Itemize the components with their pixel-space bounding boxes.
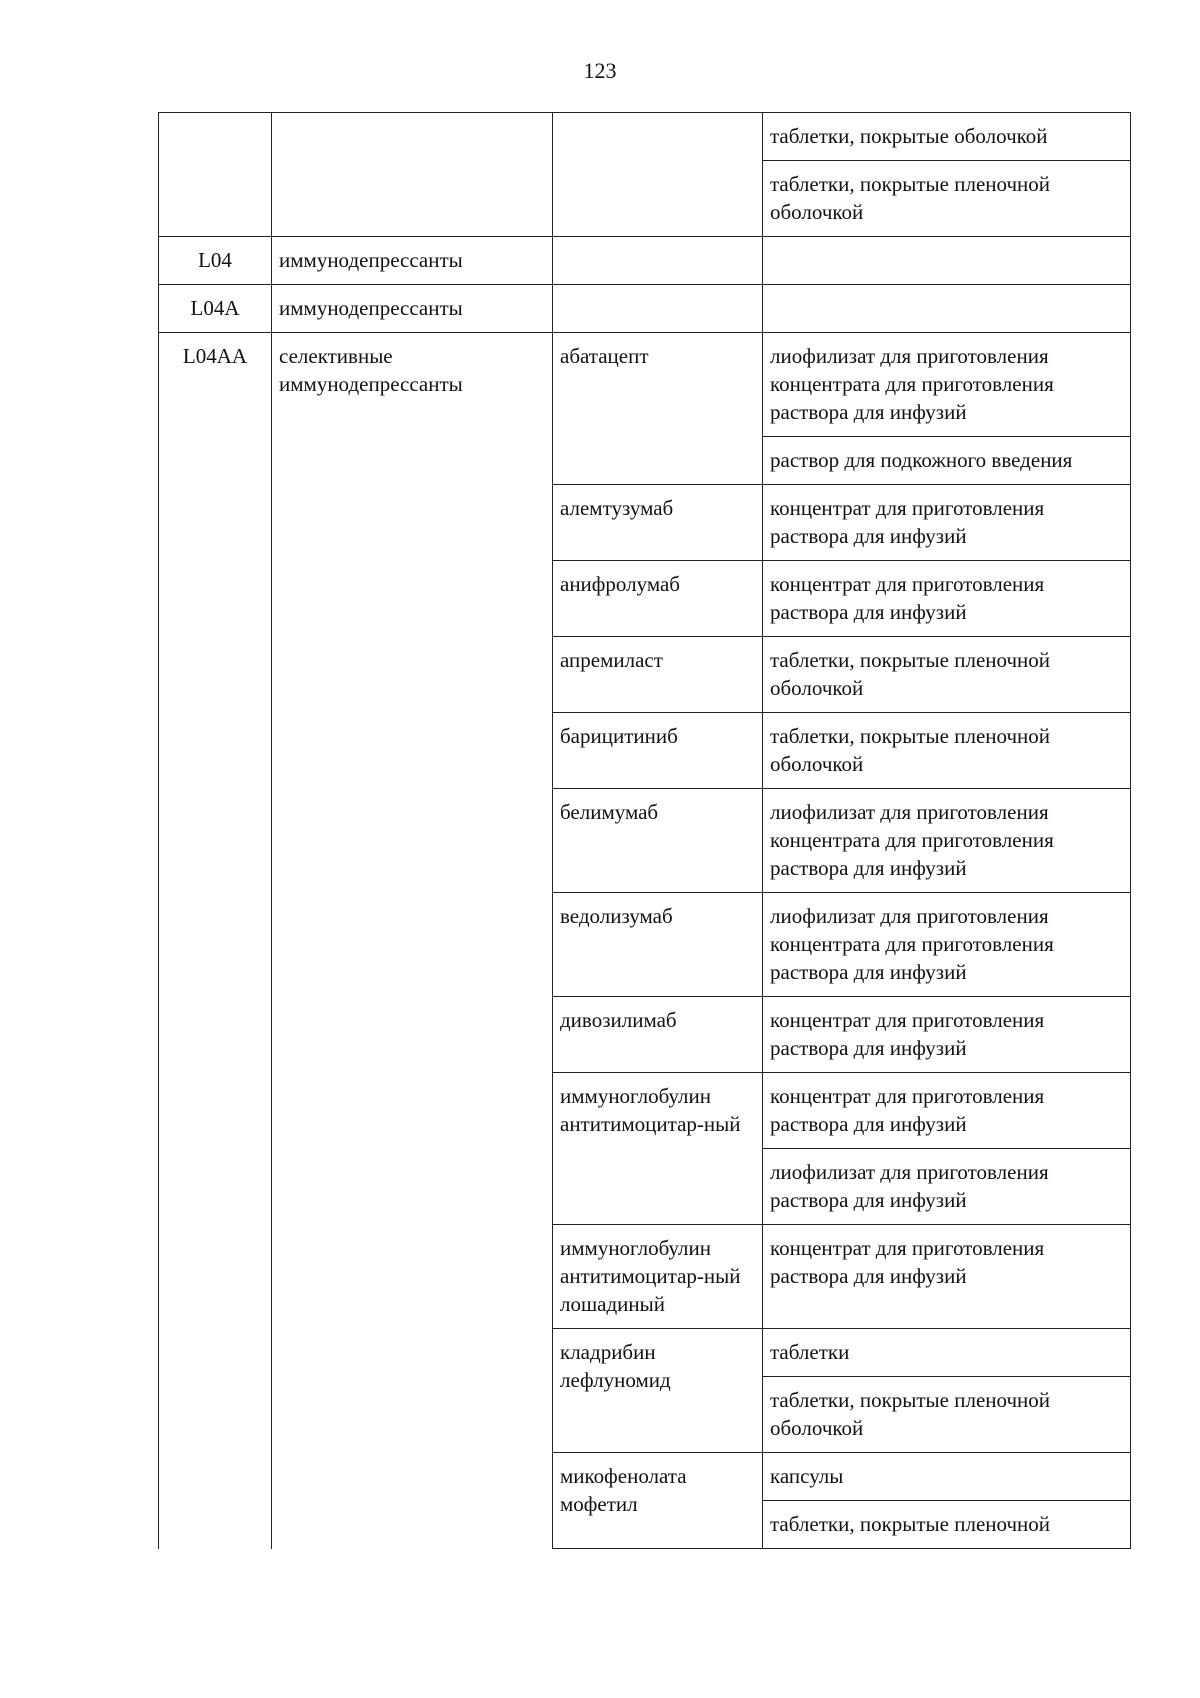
atc-code: L04: [159, 237, 272, 285]
atc-group-name: иммунодепрессанты: [272, 285, 553, 333]
dosage-form: таблетки, покрытые пленочной оболочкой: [763, 713, 1131, 789]
dosage-form: лиофилизат для приготовления концентрата для приготовления раствора для инфузий: [763, 333, 1131, 437]
drug-name: иммуноглобулин антитимоцитар-ный: [553, 1073, 763, 1225]
drug-name: кладрибин лефлуномид: [553, 1329, 763, 1453]
dosage-form: концентрат для приготовления раствора для инфузий: [763, 1225, 1131, 1329]
table-row: [159, 113, 1131, 161]
dosage-form: таблетки, покрытые оболочкой: [763, 113, 1131, 161]
dosage-form: лиофилизат для приготовления концентрата для приготовления раствора для инфузий: [763, 789, 1131, 893]
drug-name: микофенолата мофетил: [553, 1453, 763, 1549]
dosage-form: таблетки, покрытые пленочной оболочкой: [763, 1377, 1131, 1453]
empty-cell: [159, 113, 272, 237]
drug-name: белимумаб: [553, 789, 763, 893]
drug-name: абатацепт: [553, 333, 763, 485]
table-row: [159, 237, 1131, 285]
atc-code: L04AA: [159, 333, 272, 1549]
dosage-form: таблетки, покрытые пленочной оболочкой: [763, 637, 1131, 713]
drug-name: барицитиниб: [553, 713, 763, 789]
empty-cell: [553, 113, 763, 237]
empty-cell: [553, 285, 763, 333]
drug-name: дивозилимаб: [553, 997, 763, 1073]
drug-table: [158, 112, 1131, 1549]
atc-group-name: селективные иммунодепрессанты: [272, 333, 553, 1549]
empty-cell: [272, 113, 553, 237]
atc-code: L04A: [159, 285, 272, 333]
drug-name: анифролумаб: [553, 561, 763, 637]
drug-name: алемтузумаб: [553, 485, 763, 561]
drug-name: апремиласт: [553, 637, 763, 713]
dosage-form: раствор для подкожного введения: [763, 437, 1131, 485]
dosage-form: таблетки, покрытые пленочной оболочкой: [763, 161, 1131, 237]
atc-group-name: иммунодепрессанты: [272, 237, 553, 285]
dosage-form: капсулы: [763, 1453, 1131, 1501]
table-row: [159, 285, 1131, 333]
dosage-form: таблетки: [763, 1329, 1131, 1377]
table-row: [159, 333, 1131, 437]
empty-cell: [763, 285, 1131, 333]
dosage-form: таблетки, покрытые пленочной: [763, 1501, 1131, 1549]
dosage-form: лиофилизат для приготовления концентрата для приготовления раствора для инфузий: [763, 893, 1131, 997]
dosage-form: концентрат для приготовления раствора для инфузий: [763, 997, 1131, 1073]
dosage-form: концентрат для приготовления раствора для инфузий: [763, 561, 1131, 637]
page-number: 123: [583, 58, 617, 83]
empty-cell: [553, 237, 763, 285]
dosage-form: концентрат для приготовления раствора для инфузий: [763, 485, 1131, 561]
empty-cell: [763, 237, 1131, 285]
drug-name: ведолизумаб: [553, 893, 763, 997]
dosage-form: концентрат для приготовления раствора для инфузий: [763, 1073, 1131, 1149]
dosage-form: лиофилизат для приготовления раствора для инфузий: [763, 1149, 1131, 1225]
drug-name: иммуноглобулин антитимоцитар-ный лошадиный: [553, 1225, 763, 1329]
